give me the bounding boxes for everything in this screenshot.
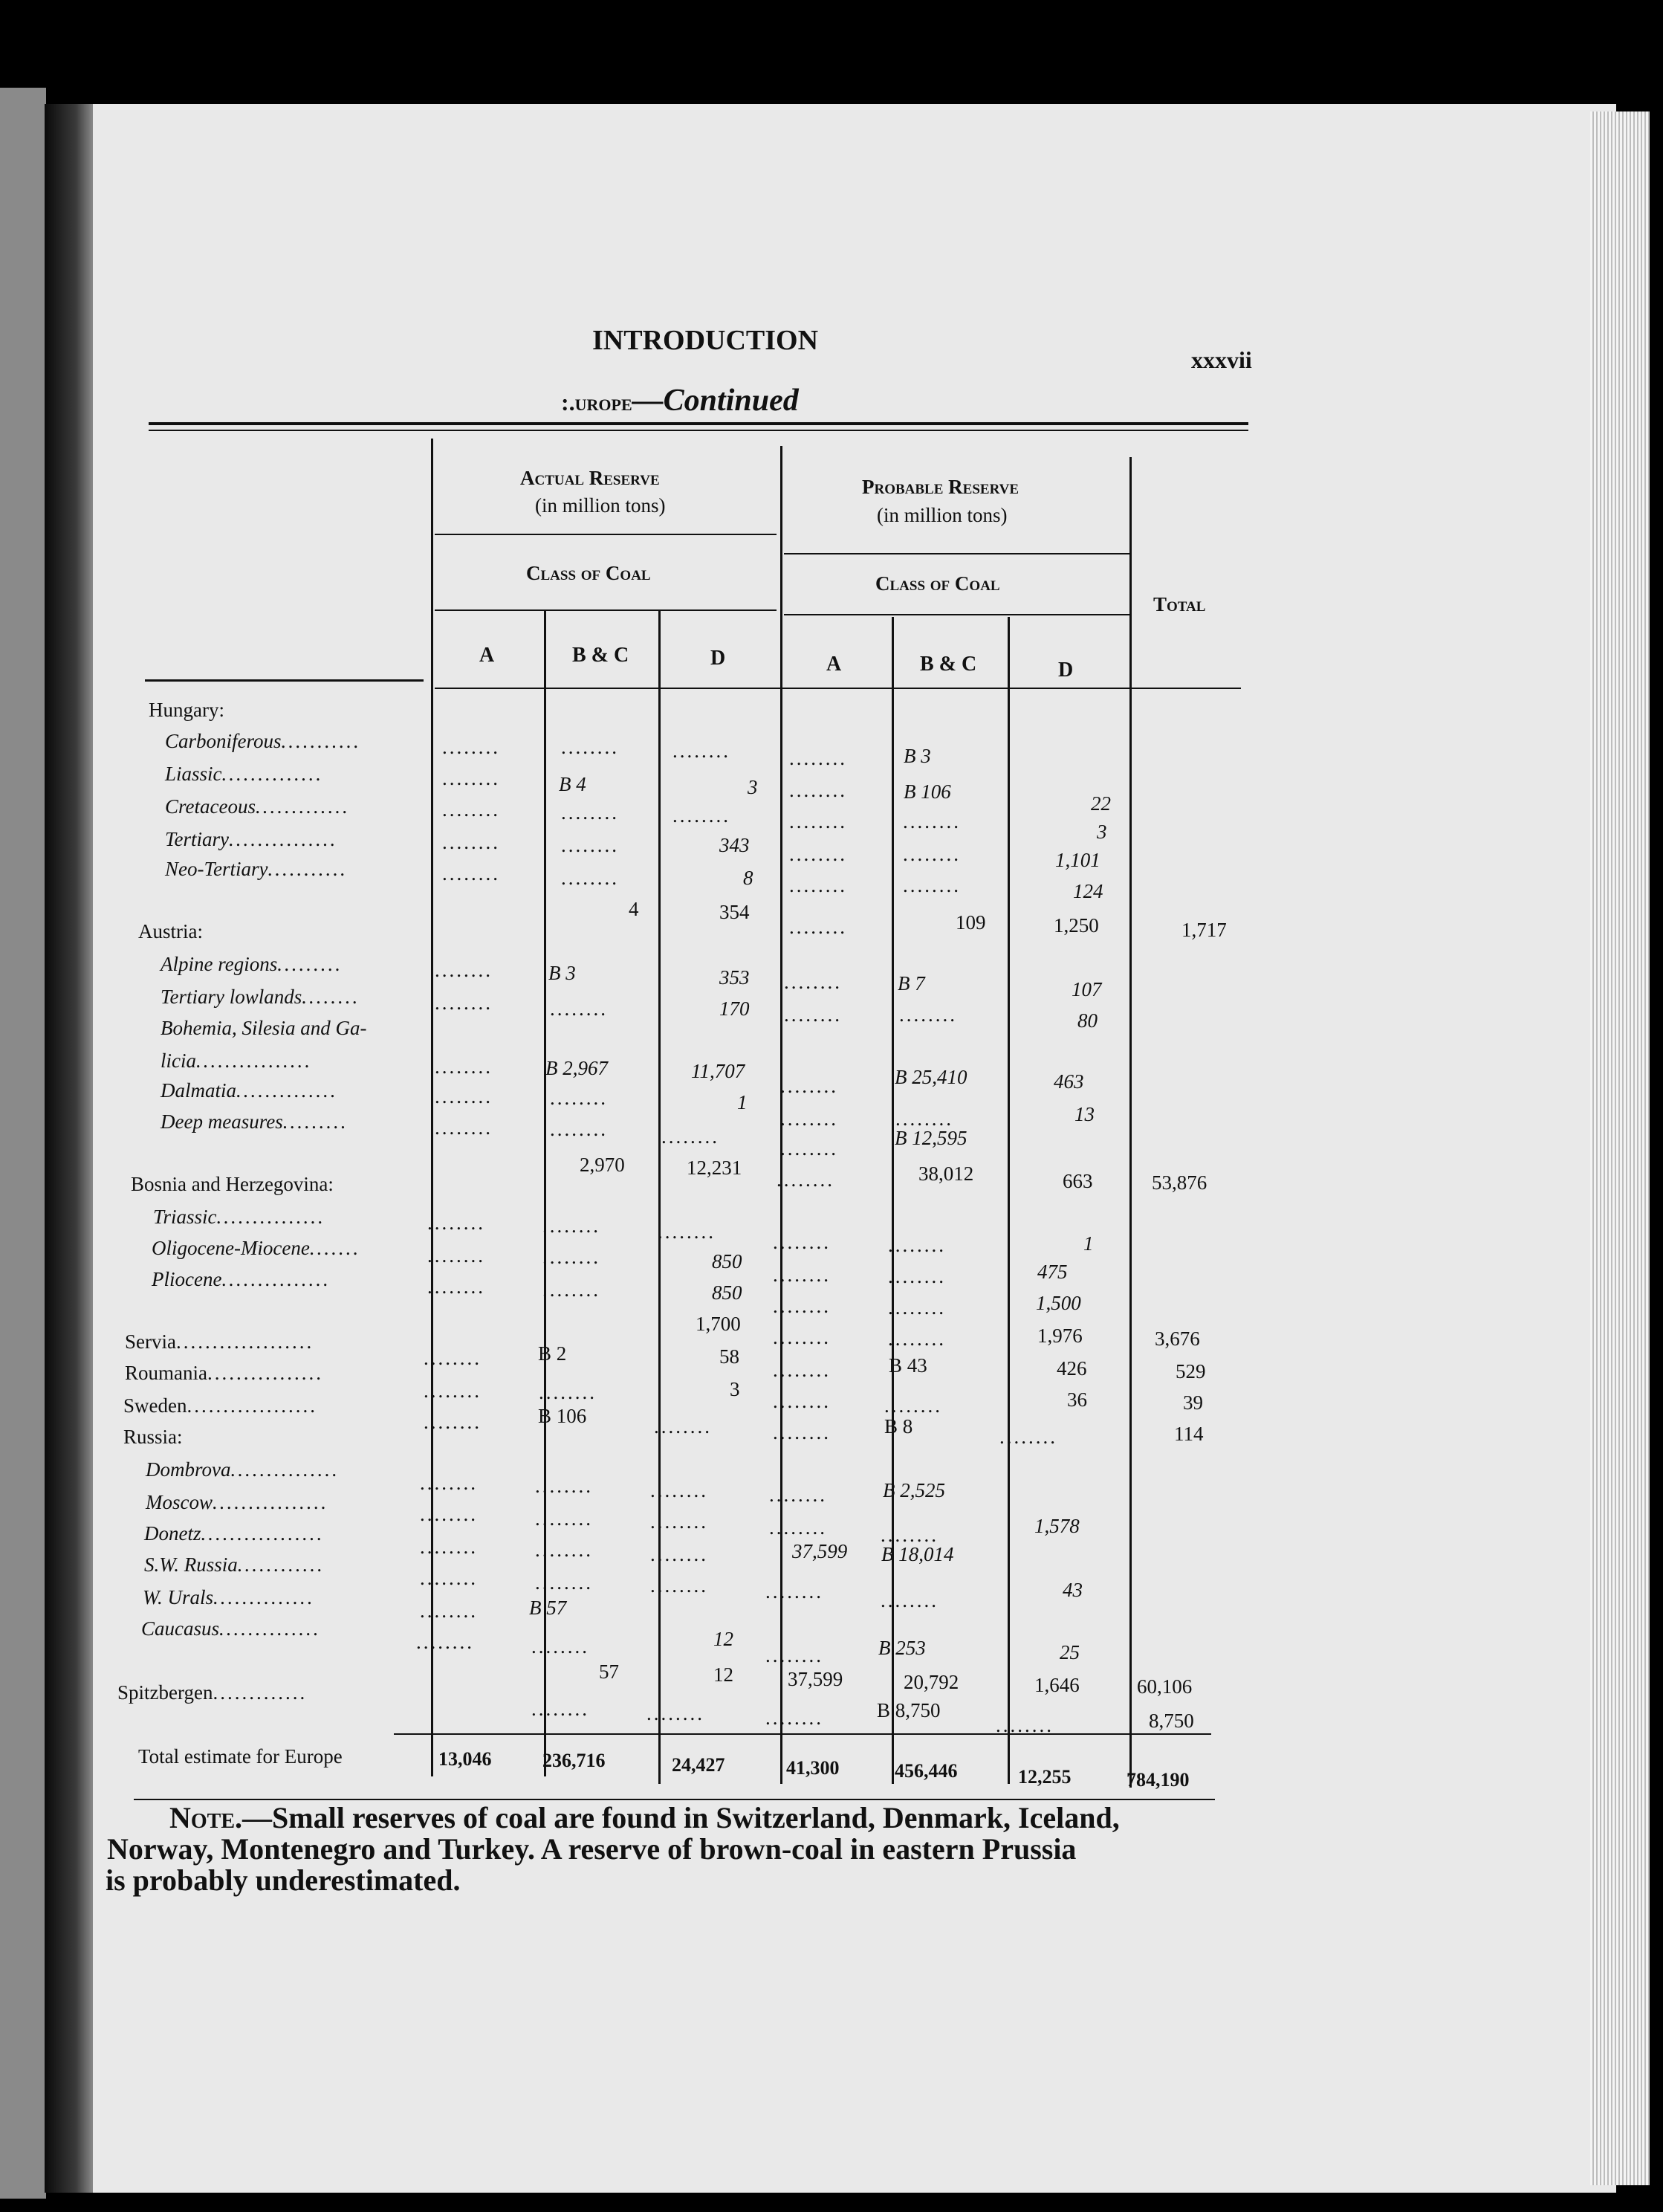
value: B 2,525 — [883, 1479, 945, 1501]
actual-class-heading: Class of Coal — [526, 562, 651, 584]
header-rule-right — [435, 688, 1241, 689]
value: 8,750 — [1149, 1710, 1194, 1732]
book-gutter-shadow — [45, 104, 97, 2193]
value: 124 — [1073, 880, 1103, 902]
value: 43 — [1063, 1579, 1083, 1601]
row-carboniferous: Carboniferous........... — [165, 730, 361, 752]
row-tertiary-lowlands: Tertiary lowlands........ — [161, 986, 360, 1008]
row-dombrova: Dombrova............... — [146, 1458, 340, 1481]
value: 1,578 — [1034, 1515, 1080, 1537]
row-tertiary: Tertiary............... — [165, 828, 338, 850]
actual-unit: (in million tons) — [535, 494, 666, 517]
value: 107 — [1072, 978, 1102, 1000]
value: 12 — [713, 1663, 733, 1686]
row-pliocene: Pliocene............... — [152, 1268, 331, 1290]
value: 80 — [1077, 1009, 1098, 1032]
value: 3 — [730, 1378, 740, 1400]
value: 37,599 — [792, 1540, 848, 1562]
value: 463 — [1054, 1070, 1084, 1093]
row-w-urals: W. Urals.............. — [143, 1586, 315, 1608]
value: 11,707 — [691, 1060, 745, 1082]
probable-class-heading: Class of Coal — [875, 572, 1000, 595]
table-top-rule-2 — [149, 430, 1248, 431]
value: 1,700 — [696, 1313, 741, 1335]
book-edge-left — [0, 88, 46, 2199]
probable-unit: (in million tons) — [877, 504, 1008, 526]
value: 60,106 — [1137, 1675, 1193, 1698]
row-bohemia-cont: licia................ — [161, 1050, 312, 1072]
probable-col-d: D — [1058, 659, 1074, 682]
value: 850 — [712, 1250, 742, 1272]
value: 1,717 — [1181, 919, 1227, 941]
actual-reserve-heading: Actual Reserve — [520, 467, 660, 489]
value: 3,676 — [1155, 1327, 1200, 1350]
actual-col-bc: B & C — [572, 644, 629, 667]
value: 1 — [1083, 1232, 1094, 1255]
row-russia: Russia: — [123, 1426, 183, 1448]
value: B 43 — [889, 1354, 927, 1377]
value: B 2,967 — [545, 1057, 608, 1079]
row-spitzbergen: Spitzbergen............. — [117, 1681, 308, 1704]
row-sweden: Sweden.................. — [123, 1394, 317, 1417]
value: 109 — [956, 911, 986, 934]
value: 3 — [748, 776, 758, 798]
value: 850 — [712, 1281, 742, 1304]
value: 39 — [1183, 1391, 1203, 1414]
value: B 106 — [538, 1405, 587, 1427]
value: 236,716 — [542, 1750, 606, 1771]
row-liassic: Liassic.............. — [165, 763, 324, 785]
row-deep-measures: Deep measures......... — [161, 1110, 349, 1133]
value: 20,792 — [904, 1671, 959, 1693]
header-bottom-rule — [145, 679, 424, 682]
value: 114 — [1174, 1423, 1204, 1445]
table-top-rule — [149, 422, 1248, 425]
value: B 8 — [884, 1415, 913, 1438]
probable-class-rule — [784, 614, 1129, 615]
col-line-3 — [658, 609, 661, 1784]
value: B 3 — [548, 962, 576, 984]
value: 24,427 — [672, 1754, 725, 1776]
value: 25 — [1060, 1641, 1080, 1663]
value: 1,500 — [1036, 1292, 1081, 1314]
value: 1,646 — [1034, 1674, 1080, 1696]
value: B 7 — [898, 972, 925, 995]
value: B 57 — [529, 1597, 567, 1619]
note-line-1: Note.—Small reserves of coal are found in Switzerland, Denmark, Iceland, — [169, 1801, 1120, 1834]
value: 529 — [1176, 1360, 1206, 1382]
value: 8 — [743, 867, 753, 889]
row-hungary: Hungary: — [149, 699, 224, 721]
row-austria: Austria: — [138, 920, 203, 942]
running-head: INTRODUCTION — [592, 325, 819, 356]
total-top-rule — [394, 1733, 1211, 1735]
note-line-2: Norway, Montenegro and Turkey. A reserve of brown-coal in eastern Prussia — [107, 1832, 1077, 1866]
value: 37,599 — [788, 1668, 843, 1690]
value: 36 — [1067, 1388, 1087, 1411]
row-dalmatia: Dalmatia.............. — [161, 1079, 338, 1102]
value: 53,876 — [1152, 1171, 1207, 1194]
value: B 18,014 — [881, 1543, 954, 1565]
note-line-3: is probably underestimated. — [106, 1863, 461, 1897]
table-title — [561, 383, 799, 418]
value: 1,101 — [1055, 849, 1100, 871]
value: 426 — [1057, 1357, 1087, 1380]
value: 13 — [1074, 1103, 1095, 1125]
value: 456,446 — [895, 1760, 958, 1782]
row-servia: Servia................... — [125, 1330, 314, 1353]
actual-col-a: A — [479, 644, 495, 667]
probable-reserve-heading: Probable Reserve — [862, 476, 1019, 498]
value: 57 — [599, 1660, 619, 1683]
col-line-7 — [1129, 457, 1132, 1788]
total-heading: Total — [1153, 593, 1206, 615]
page-stack-edge — [1590, 111, 1650, 2185]
value: B 253 — [878, 1637, 926, 1659]
value: 354 — [719, 901, 750, 923]
value: 1,250 — [1054, 914, 1099, 937]
value: B 106 — [904, 780, 951, 803]
value: 2,970 — [580, 1154, 625, 1176]
table-title-suffix: —Continued — [632, 384, 799, 418]
value: 475 — [1037, 1261, 1068, 1283]
value: 13,046 — [438, 1748, 492, 1770]
col-line-6 — [1008, 617, 1010, 1784]
value: B 8,750 — [877, 1699, 941, 1721]
row-moscow: Moscow................ — [146, 1491, 328, 1513]
row-sw-russia: S.W. Russia............ — [144, 1553, 325, 1576]
probable-subhead-rule — [784, 553, 1129, 554]
row-total-europe: Total estimate for Europe — [138, 1745, 343, 1768]
probable-col-bc: B & C — [920, 653, 977, 676]
row-bosnia: Bosnia and Herzegovina: — [131, 1173, 334, 1195]
value: B 4 — [559, 773, 586, 795]
actual-class-rule — [435, 609, 777, 611]
row-caucasus: Caucasus.............. — [141, 1617, 321, 1640]
value: 3 — [1097, 821, 1107, 843]
value: B 3 — [904, 745, 931, 767]
actual-subhead-rule — [435, 534, 777, 535]
value: 12,231 — [687, 1157, 742, 1179]
note-label: Note. — [169, 1801, 243, 1834]
value: B 12,595 — [895, 1127, 967, 1149]
table-title-prefix: :.urope — [561, 389, 632, 415]
value: 170 — [719, 997, 750, 1020]
value: 353 — [719, 966, 750, 989]
actual-col-d: D — [710, 647, 726, 670]
value: 12,255 — [1018, 1766, 1072, 1788]
row-triassic: Triassic............... — [153, 1206, 325, 1228]
row-bohemia: Bohemia, Silesia and Ga- — [161, 1017, 367, 1039]
value: 58 — [719, 1345, 739, 1368]
value: 12 — [713, 1628, 733, 1650]
value: 1,976 — [1037, 1325, 1083, 1347]
page-number: xxxvii — [1191, 346, 1252, 373]
value: 663 — [1063, 1170, 1093, 1192]
value: 41,300 — [786, 1757, 840, 1779]
value: B 25,410 — [895, 1066, 967, 1088]
row-roumania: Roumania................ — [125, 1362, 323, 1384]
value: 4 — [629, 898, 639, 920]
probable-col-a: A — [826, 653, 842, 676]
row-donetz: Donetz................. — [144, 1522, 325, 1545]
row-alpine: Alpine regions......... — [161, 953, 343, 975]
row-oligocene: Oligocene-Miocene....... — [152, 1237, 361, 1259]
value: 22 — [1091, 792, 1111, 815]
row-cretaceous: Cretaceous............. — [165, 795, 350, 818]
row-neo-tertiary: Neo-Tertiary........... — [165, 858, 348, 880]
value: B 2 — [538, 1342, 567, 1365]
value: 784,190 — [1127, 1769, 1190, 1791]
value: 343 — [719, 834, 750, 856]
value: 38,012 — [918, 1162, 974, 1185]
value: 1 — [737, 1091, 748, 1113]
